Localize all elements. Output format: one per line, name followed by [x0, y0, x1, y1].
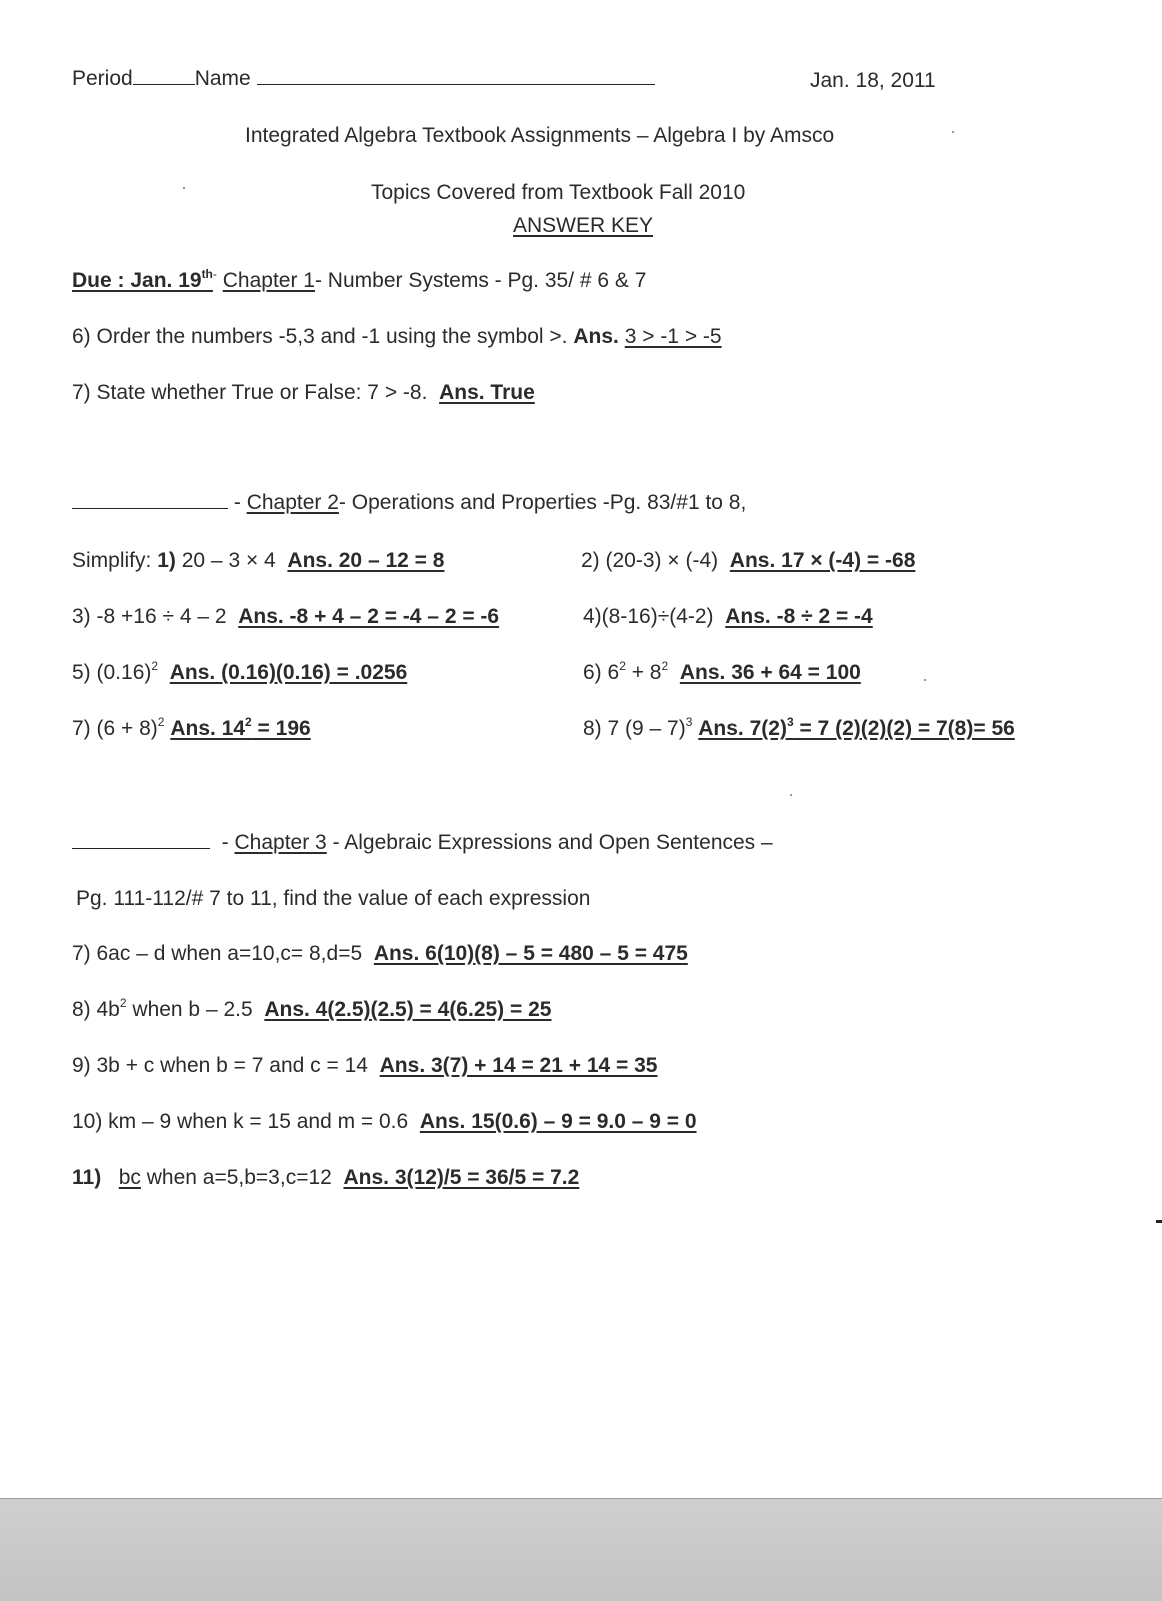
- chapter2-blank: [72, 507, 228, 509]
- ch1-question-7: 7) State whether True or False: 7 > -8. Ans. True: [72, 381, 535, 404]
- ch3-question-9: 9) 3b + c when b = 7 and c = 14 Ans. 3(7) + 14 = 21 + 14 = 35: [72, 1054, 658, 1077]
- answer-key-heading: ANSWER KEY: [513, 214, 654, 237]
- ch2-problem-3: 3) -8 +16 ÷ 4 – 2 Ans. -8 + 4 – 2 = -4 – 2 = -6: [72, 605, 500, 628]
- period-label: Period: [72, 67, 133, 90]
- ch3-instructions: Pg. 111-112/# 7 to 11, find the value of each expression: [76, 887, 591, 910]
- ch2-answer-2: Ans. 17 × (-4) = -68: [729, 549, 916, 572]
- subtitle: Topics Covered from Textbook Fall 2010: [371, 181, 746, 204]
- period-blank: [133, 83, 195, 85]
- ch2-answer-7: Ans. $14^2 = 196$: [170, 715, 311, 740]
- ch2-problem-7: 7) $(6 + 8)^2$ Ans. $14^2 = 196$: [72, 715, 311, 740]
- ch2-problem-1: Simplify: 1) 20 – 3 × 4 Ans. 20 – 12 = 8: [72, 549, 445, 572]
- ch2-answer-3: Ans. -8 + 4 – 2 = -4 – 2 = -6: [238, 605, 500, 628]
- ch2-answer-5: Ans. (0.16)(0.16) = .0256: [169, 661, 408, 684]
- ch2-answer-1: Ans. 20 – 12 = 8: [287, 549, 445, 572]
- page-title: Integrated Algebra Textbook Assignments – Algebra I by Amsco: [245, 124, 835, 147]
- ch3-answer-9: Ans. 3(7) + 14 = 21 + 14 = 35: [379, 1054, 658, 1077]
- name-label: Name: [194, 67, 251, 90]
- scan-speck: [924, 679, 926, 681]
- ch1-answer-7: Ans. True: [439, 381, 535, 404]
- chapter1-heading: Due : Jan. $19^{th-}$ Chapter 1- Number Systems - Pg. 35/ # 6 & 7: [72, 267, 647, 292]
- ch3-question-7: 7) 6ac – d when a=10,c= 8,d=5 Ans. 6(10)(8) – 5 = 480 – 5 = 475: [72, 942, 688, 965]
- scan-speck: [790, 794, 792, 796]
- ch3-answer-8: Ans. 4(2.5)(2.5) = 4(6.25) = 25: [264, 998, 552, 1021]
- chapter3-title: Chapter 3: [234, 831, 327, 854]
- ch2-problem-5: 5) $(0.16)^2$ Ans. (0.16)(0.16) = .0256: [72, 659, 408, 684]
- ch2-answer-4: Ans. -8 ÷ 2 = -4: [725, 605, 873, 628]
- ch3-answer-7: Ans. 6(10)(8) – 5 = 480 – 5 = 475: [373, 942, 688, 965]
- chapter3-heading: - Chapter 3 - Algebraic Expressions and Open Sentences –: [72, 832, 773, 853]
- ch2-problem-8: 8) 7 (9 – 7)$^3$ Ans. $7(2)^3 = 7$ (2)(2)(2) = 7(8)= 56: [583, 715, 1015, 740]
- chapter2-title: Chapter 2: [246, 491, 339, 514]
- header-row: [72, 68, 655, 89]
- ch3-question-10: 10) km – 9 when k = 15 and m = 0.6 Ans. 15(0.6) – 9 = 9.0 – 9 = 0: [72, 1110, 697, 1133]
- ch3-question-8: 8) $4b^2$ when b – 2.5 Ans. 4(2.5)(2.5) = 4(6.25) = 25: [72, 996, 552, 1021]
- ch3-question-11: 11) bc when a=5,b=3,c=12 Ans. 3(12)/5 = 36/5 = 7.2: [72, 1166, 580, 1189]
- chapter1-topic: - Number Systems - Pg. 35/ # 6 & 7: [314, 269, 647, 292]
- scan-speck: [183, 187, 185, 189]
- ch2-answer-6: Ans. 36 + 64 = 100: [679, 661, 861, 684]
- chapter3-blank: [72, 847, 210, 849]
- chapter2-heading: - Chapter 2- Operations and Properties -Pg. 83/#1 to 8,: [72, 492, 746, 513]
- ch3-answer-10: Ans. 15(0.6) – 9 = 9.0 – 9 = 0: [419, 1110, 697, 1133]
- ch2-problem-2: 2) (20-3) × (-4) Ans. 17 × (-4) = -68: [581, 549, 916, 572]
- due-date: Due : Jan. 19th: [72, 267, 213, 292]
- ch1-answer-6: 3 > -1 > -5: [624, 325, 722, 348]
- ch3-answer-11: Ans. 3(12)/5 = 36/5 = 7.2: [343, 1166, 580, 1189]
- ch2-answer-8: Ans. $7(2)^3 = 7$ (2)(2)(2) = 7(8)= 56: [698, 715, 1015, 740]
- date: Jan. 18, 2011: [810, 69, 936, 92]
- ch2-problem-4: 4)(8-16)÷(4-2) Ans. -8 ÷ 2 = -4: [583, 605, 873, 628]
- scan-edge-mark: [1156, 1220, 1162, 1223]
- scan-speck: [952, 131, 954, 133]
- ch2-problem-6: 6) $6^2 + 8^2$ Ans. 36 + 64 = 100: [583, 659, 861, 684]
- chapter1-title: Chapter 1: [222, 269, 315, 292]
- name-blank: [257, 83, 655, 85]
- scanner-bed-margin: [0, 1498, 1162, 1601]
- ch1-question-6: 6) Order the numbers -5,3 and -1 using the symbol >. Ans. 3 > -1 > -5: [72, 325, 722, 348]
